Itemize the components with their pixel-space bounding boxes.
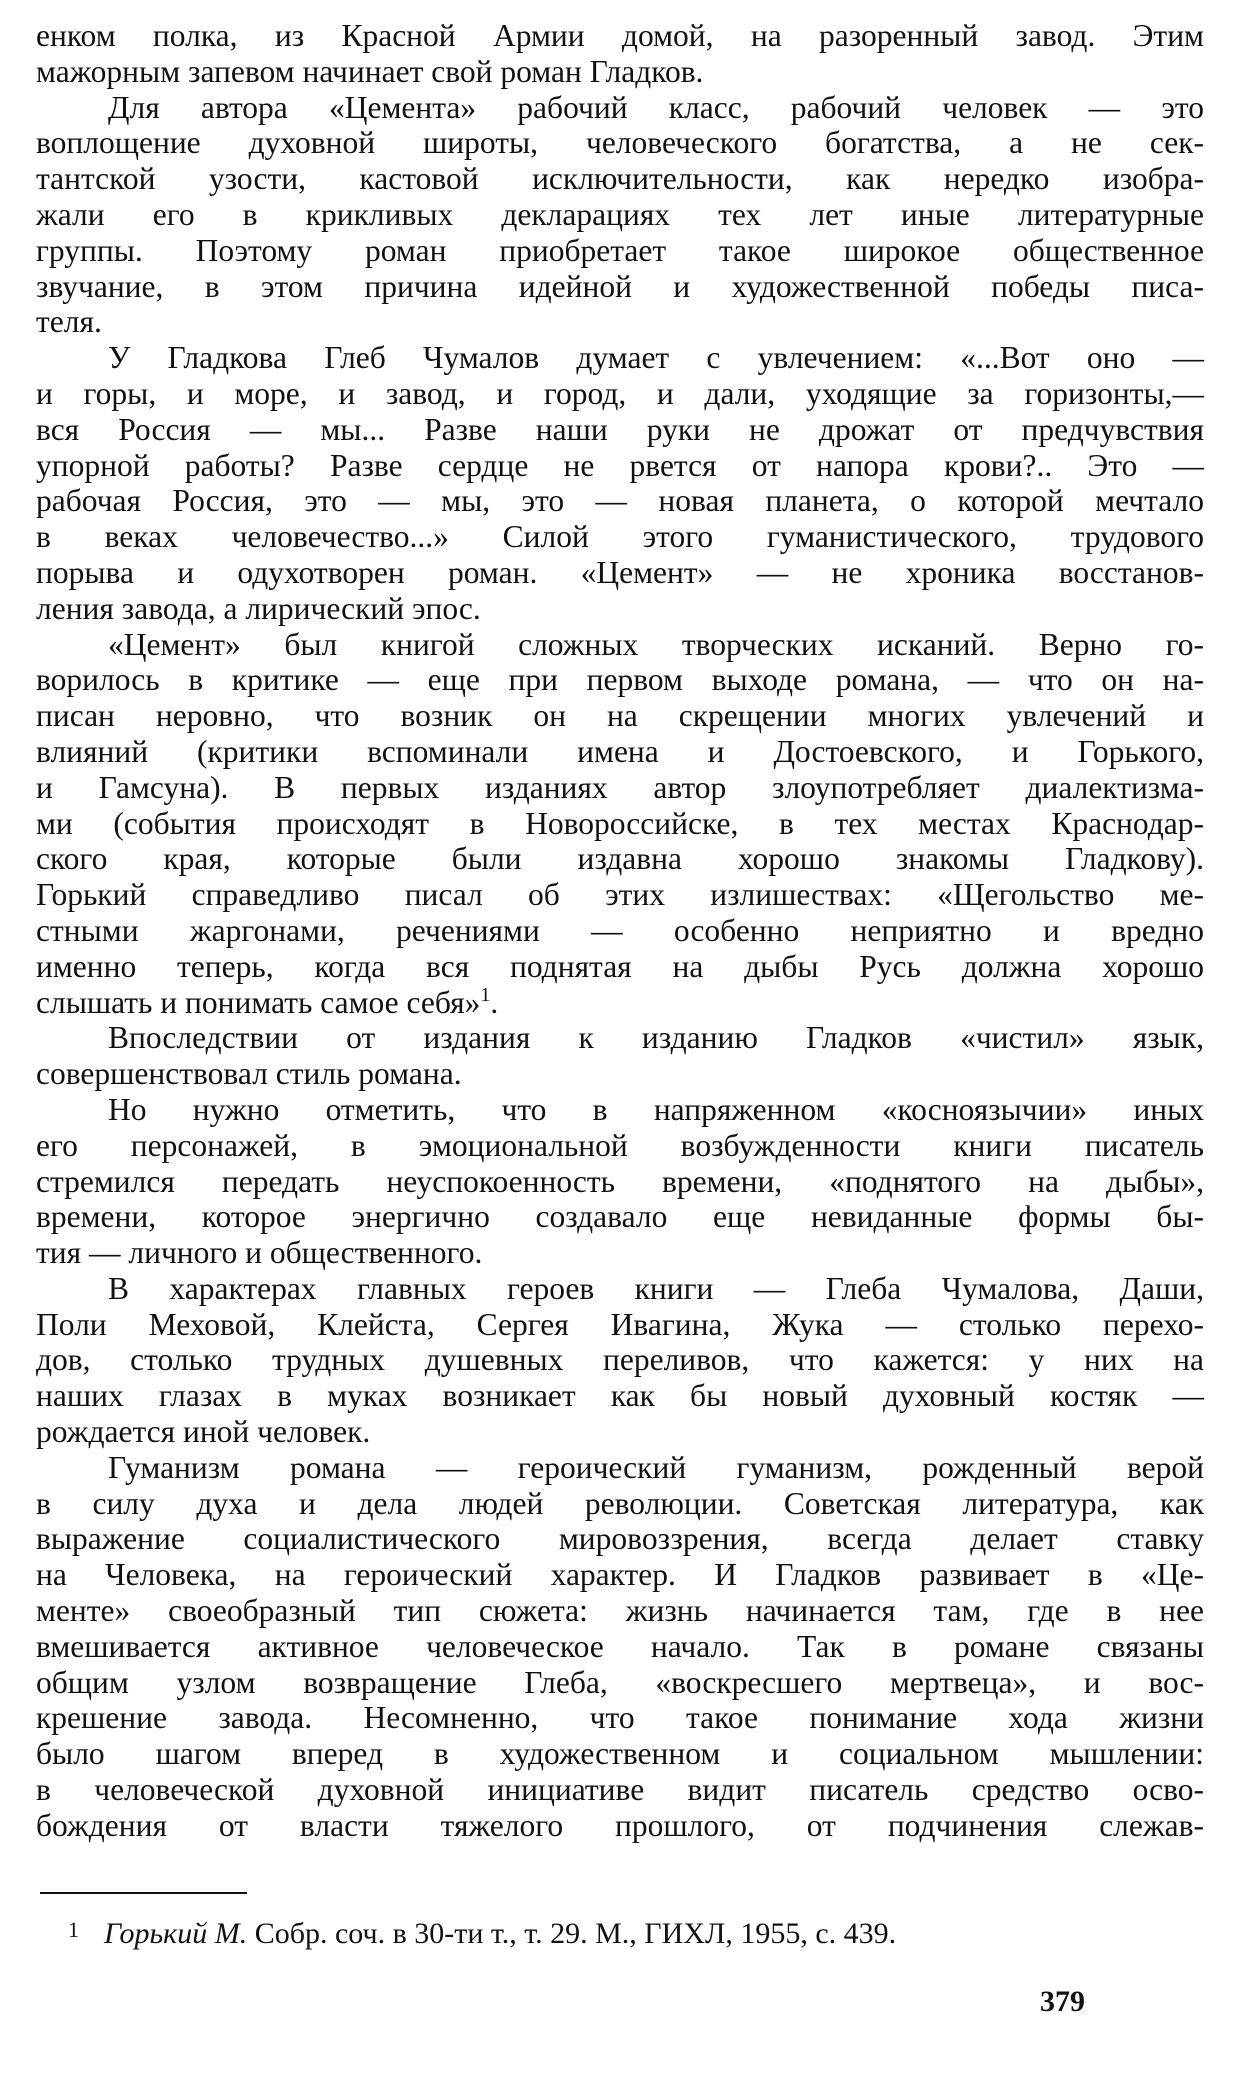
text-line: теля.: [36, 304, 102, 340]
text-line: было шагом вперед в художественном и социальном мышлении:: [36, 1736, 1204, 1772]
text-line: ворилось в критике — еще при первом выходе романа, — что он на-: [36, 662, 1204, 698]
text-line: вся Россия — мы... Разве наши руки не дрожат от предчувствия: [36, 411, 1204, 447]
text-line: тия — личного и общественного.: [36, 1235, 483, 1271]
text-line: ления завода, а лирический эпос.: [36, 590, 481, 626]
text-line: Но нужно отметить, что в напряженном «косноязычии» иных: [108, 1091, 1204, 1127]
paragraph: [36, 18, 1204, 90]
text-line: бождения от власти тяжелого прошлого, от подчинения слежав-: [36, 1807, 1204, 1843]
text-line: Для автора «Цемента» рабочий класс, рабочий человек — это: [108, 89, 1204, 125]
text-line: в веках человечество...» Силой этого гуманистического, трудового: [36, 519, 1204, 555]
text-line: порыва и одухотворен роман. «Цемент» — не хроника восстанов-: [36, 554, 1204, 590]
footnote: [68, 1916, 1204, 1952]
paragraph: [36, 1020, 1204, 1092]
text-line: ми (события происходят в Новороссийске, в тех местах Краснодар-: [36, 805, 1204, 841]
paragraph: [36, 90, 1204, 341]
text-line: менте» своеобразный тип сюжета: жизнь начинается там, где в нее: [36, 1593, 1204, 1629]
paragraph: [36, 1271, 1204, 1450]
text-line: наших глазах в муках возникает как бы новый духовный костяк —: [36, 1378, 1204, 1414]
text-line: енком полка, из Красной Армии домой, на разоренный завод. Этим: [36, 18, 1204, 53]
footnote-author: Горький М.: [104, 1917, 248, 1950]
text-line: «Цемент» был книгой сложных творческих исканий. Верно го-: [108, 626, 1204, 662]
text-line: его персонажей, в эмоциональной возбужденности книги писатель: [36, 1127, 1204, 1163]
text-line: и горы, и море, и завод, и город, и дали, уходящие за горизонты,—: [36, 375, 1204, 411]
text-line: [36, 985, 1204, 1021]
text-line: дов, столько трудных душевных переливов, что кажется: у них на: [36, 1342, 1204, 1378]
text-line: У Гладкова Глеб Чумалов думает с увлечением: «...Вот оно —: [108, 340, 1204, 376]
paragraph: [36, 340, 1204, 626]
text-line: упорной работы? Разве сердце не рвется от напора крови?.. Это —: [36, 447, 1204, 483]
text-line: воплощение духовной широты, человеческого богатства, а не сек-: [36, 125, 1204, 161]
paragraph: [36, 1092, 1204, 1271]
page-body: [36, 18, 1204, 1844]
text-line: В характерах главных героев книги — Глеба Чумалова, Даши,: [108, 1270, 1204, 1306]
text-line: Гуманизм романа — героический гуманизм, рожденный верой: [108, 1449, 1204, 1485]
text-line: Впоследствии от издания к изданию Гладков «чистил» язык,: [108, 1020, 1204, 1056]
text-line: жали его в крикливых декларациях тех лет иные литературные: [36, 196, 1204, 232]
text-line: тантской узости, кастовой исключительности, как нередко изобра-: [36, 161, 1204, 197]
text-line: стными жаргонами, речениями — особенно неприятно и вредно: [36, 912, 1204, 948]
page-number: 379: [1040, 1985, 1085, 2018]
footnote-reference: 1: [480, 983, 491, 1006]
footnote-divider: [40, 1892, 247, 1894]
text-line: времени, которое энергично создавало еще невиданные формы бы-: [36, 1199, 1204, 1235]
text-line: вмешивается активное человеческое начало. Так в романе связаны: [36, 1628, 1204, 1664]
text-line: рождается иной человек.: [36, 1414, 371, 1450]
text-line-tail: .: [490, 984, 499, 1020]
text-line: в человеческой духовной инициативе видит писатель средство осво-: [36, 1772, 1204, 1808]
text-line: группы. Поэтому роман приобретает такое широкое общественное: [36, 232, 1204, 268]
footnote-text: Собр. соч. в 30-ти т., т. 29. М., ГИХЛ, 1955, с. 439.: [247, 1917, 897, 1950]
text-line: звучание, в этом причина идейной и художественной победы писа-: [36, 268, 1204, 304]
text-line: общим узлом возвращение Глеба, «воскресшего мертвеца», и вос-: [36, 1664, 1204, 1700]
text-line: мажорным запевом начинает свой роман Гладков.: [36, 53, 704, 89]
text-line: и Гамсуна). В первых изданиях автор злоупотребляет диалектизма-: [36, 769, 1204, 805]
text-line: Горький справедливо писал об этих излишествах: «Щегольство ме-: [36, 877, 1204, 913]
text-line: писан неровно, что возник он на скрещении многих увлечений и: [36, 698, 1204, 734]
paragraph: [36, 1450, 1204, 1844]
text-line: ского края, которые были издавна хорошо знакомы Гладкову).: [36, 841, 1204, 877]
footnote-mark: 1: [68, 1917, 79, 1942]
text-line: на Человека, на героический характер. И Гладков развивает в «Це-: [36, 1557, 1204, 1593]
paragraph: [36, 627, 1204, 1021]
text-line: именно теперь, когда вся поднятая на дыбы Русь должна хорошо: [36, 948, 1204, 984]
text-line-content: слышать и понимать самое себя»: [36, 984, 481, 1020]
text-line: рабочая Россия, это — мы, это — новая планета, о которой мечтало: [36, 483, 1204, 519]
text-line: совершенствовал стиль романа.: [36, 1056, 462, 1092]
text-line: в силу духа и дела людей революции. Советская литература, как: [36, 1485, 1204, 1521]
text-line: стремился передать неуспокоенность времени, «поднятого на дыбы»,: [36, 1163, 1204, 1199]
text-line: выражение социалистического мировоззрения, всегда делает ставку: [36, 1521, 1204, 1557]
text-line: влияний (критики вспоминали имена и Достоевского, и Горького,: [36, 733, 1204, 769]
text-line: Поли Меховой, Клейста, Сергея Ивагина, Жука — столько перехо-: [36, 1306, 1204, 1342]
text-line: крешение завода. Несомненно, что такое понимание хода жизни: [36, 1700, 1204, 1736]
